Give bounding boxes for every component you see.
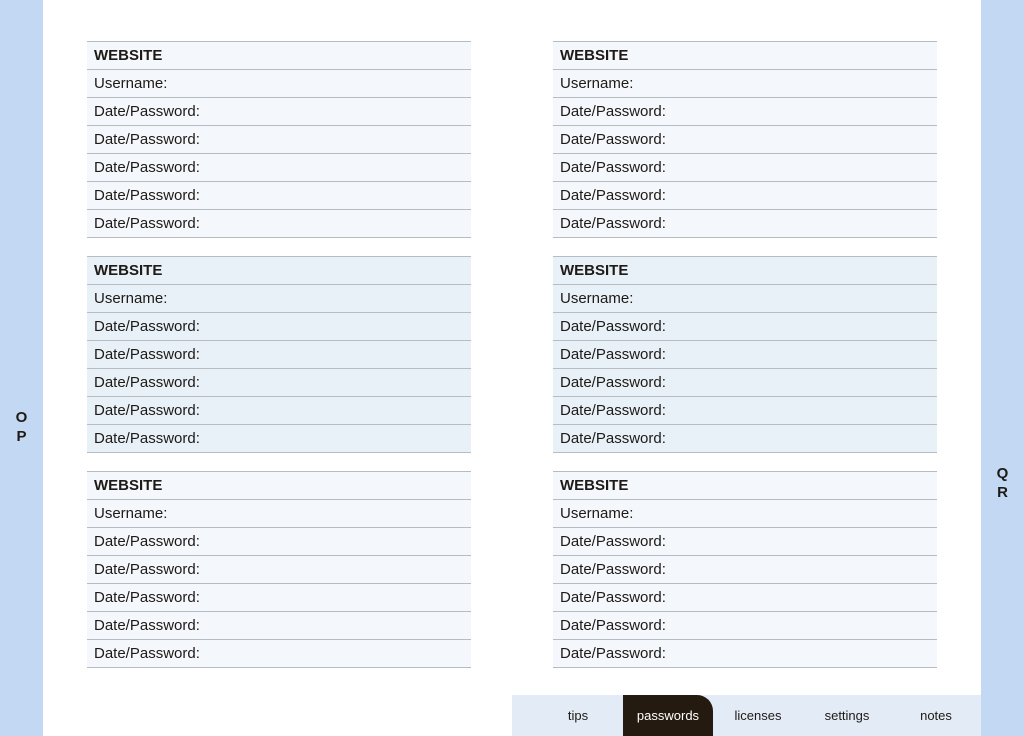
date-password-field[interactable]: Date/Password: bbox=[553, 313, 937, 341]
date-password-field[interactable]: Date/Password: bbox=[87, 584, 471, 612]
password-entry-block bbox=[87, 41, 471, 238]
date-password-field[interactable]: Date/Password: bbox=[553, 425, 937, 453]
right-column bbox=[553, 41, 937, 668]
date-password-field[interactable]: Date/Password: bbox=[87, 341, 471, 369]
tab-settings[interactable]: settings bbox=[824, 708, 870, 723]
website-field[interactable]: WEBSITE bbox=[553, 257, 937, 285]
date-password-field[interactable]: Date/Password: bbox=[553, 612, 937, 640]
section-tab-bar bbox=[512, 695, 981, 736]
password-entry-block bbox=[87, 256, 471, 453]
date-password-field[interactable]: Date/Password: bbox=[553, 126, 937, 154]
date-password-field[interactable]: Date/Password: bbox=[553, 341, 937, 369]
username-field[interactable]: Username: bbox=[87, 285, 471, 313]
website-field[interactable]: WEBSITE bbox=[87, 257, 471, 285]
tab-tips[interactable]: tips bbox=[567, 708, 589, 723]
date-password-field[interactable]: Date/Password: bbox=[87, 313, 471, 341]
right-index-letters bbox=[981, 464, 1024, 502]
date-password-field[interactable]: Date/Password: bbox=[87, 528, 471, 556]
left-index-letters bbox=[0, 408, 43, 446]
date-password-field[interactable]: Date/Password: bbox=[87, 182, 471, 210]
left-column bbox=[87, 41, 471, 668]
date-password-field[interactable]: Date/Password: bbox=[553, 528, 937, 556]
date-password-field[interactable]: Date/Password: bbox=[87, 425, 471, 453]
username-field[interactable]: Username: bbox=[553, 500, 937, 528]
website-field[interactable]: WEBSITE bbox=[87, 472, 471, 500]
website-field[interactable]: WEBSITE bbox=[553, 472, 937, 500]
password-entry-block bbox=[553, 256, 937, 453]
date-password-field[interactable]: Date/Password: bbox=[553, 210, 937, 238]
password-entry-block bbox=[87, 471, 471, 668]
index-letter: R bbox=[997, 484, 1008, 501]
date-password-field[interactable]: Date/Password: bbox=[553, 369, 937, 397]
date-password-field[interactable]: Date/Password: bbox=[87, 154, 471, 182]
date-password-field[interactable]: Date/Password: bbox=[87, 126, 471, 154]
date-password-field[interactable]: Date/Password: bbox=[553, 182, 937, 210]
date-password-field[interactable]: Date/Password: bbox=[553, 98, 937, 126]
username-field[interactable]: Username: bbox=[553, 70, 937, 98]
date-password-field[interactable]: Date/Password: bbox=[87, 98, 471, 126]
date-password-field[interactable]: Date/Password: bbox=[553, 640, 937, 668]
index-letter: Q bbox=[996, 465, 1009, 482]
date-password-field[interactable]: Date/Password: bbox=[87, 556, 471, 584]
website-field[interactable]: WEBSITE bbox=[87, 42, 471, 70]
username-field[interactable]: Username: bbox=[553, 285, 937, 313]
username-field[interactable]: Username: bbox=[87, 500, 471, 528]
date-password-field[interactable]: Date/Password: bbox=[87, 612, 471, 640]
date-password-field[interactable]: Date/Password: bbox=[87, 369, 471, 397]
tab-passwords[interactable]: passwords bbox=[623, 695, 713, 736]
tab-licenses[interactable]: licenses bbox=[734, 708, 782, 723]
date-password-field[interactable]: Date/Password: bbox=[553, 584, 937, 612]
index-letter: P bbox=[16, 428, 27, 445]
date-password-field[interactable]: Date/Password: bbox=[87, 397, 471, 425]
password-entry-block bbox=[553, 41, 937, 238]
username-field[interactable]: Username: bbox=[87, 70, 471, 98]
date-password-field[interactable]: Date/Password: bbox=[87, 210, 471, 238]
date-password-field[interactable]: Date/Password: bbox=[87, 640, 471, 668]
password-entry-block bbox=[553, 471, 937, 668]
right-margin-band bbox=[981, 0, 1024, 736]
date-password-field[interactable]: Date/Password: bbox=[553, 154, 937, 182]
date-password-field[interactable]: Date/Password: bbox=[553, 556, 937, 584]
index-letter: O bbox=[15, 409, 28, 426]
website-field[interactable]: WEBSITE bbox=[553, 42, 937, 70]
date-password-field[interactable]: Date/Password: bbox=[553, 397, 937, 425]
left-margin-band bbox=[0, 0, 43, 736]
tab-notes[interactable]: notes bbox=[920, 708, 952, 723]
